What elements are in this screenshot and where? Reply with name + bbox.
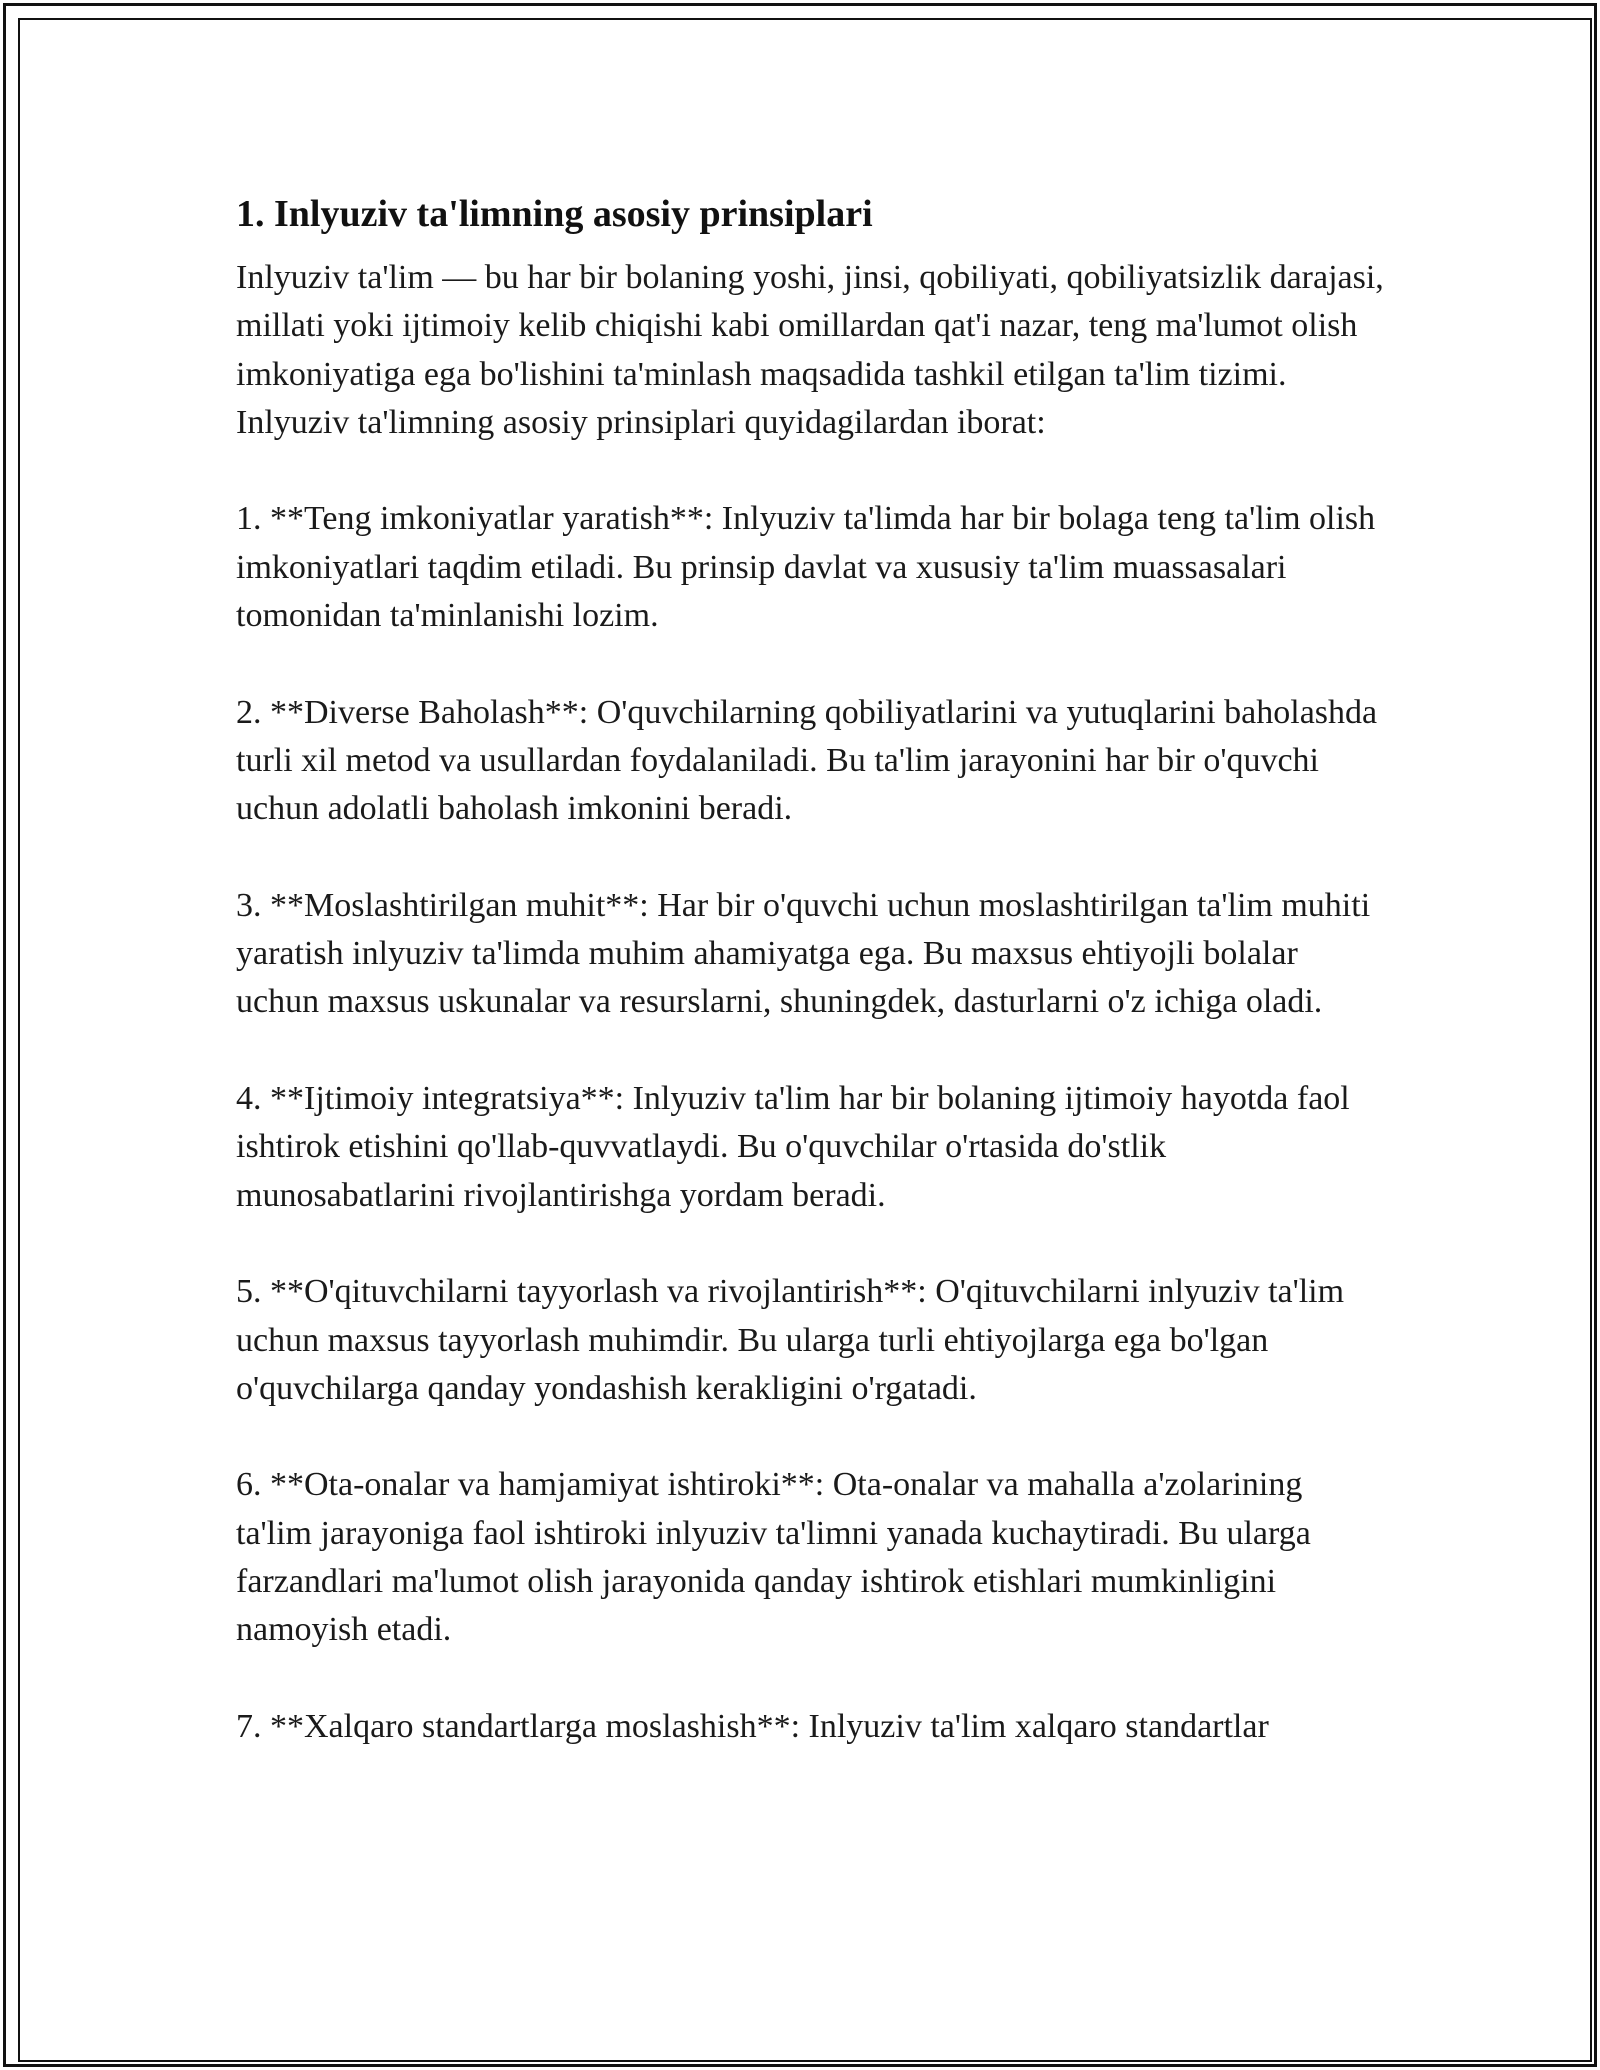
principle-item-3: 3. **Moslashtirilgan muhit**: Har bir o'quvchi uchun moslashtirilgan ta'lim muhiti yaratish inlyuziv ta'limda muhim ahamiyatga ega. Bu maxsus ehtiyojli bolalar uchun maxsus uskunalar va resurslarni, shuningdek, dasturlarni o'z ichiga oladi. xyxy=(236,886,1371,1021)
document-body xyxy=(236,182,1386,1800)
principle-item-4: 4. **Ijtimoiy integratsiya**: Inlyuziv ta'lim har bir bolaning ijtimoiy hayotda faol ishtirok etishini qo'llab-quvvatlaydi. Bu o'quvchilar o'rtasida do'stlik munosabatlarini rivojlantirishga yordam beradi. xyxy=(236,1080,1350,1214)
principle-item-5: 5. **O'qituvchilarni tayyorlash va rivojlantirish**: O'qituvchilarni inlyuziv ta'lim uchun maxsus tayyorlash muhimdir. Bu ularga turli ehtiyojlarga ega bo'lgan o'quvchilarga qanday yondashish kerakligini o'rgatadi. xyxy=(236,1273,1345,1407)
principle-item-2: 2. **Diverse Baholash**: O'quvchilarning qobiliyatlarini va yutuqlarini baholashda turli xil metod va usullardan foydalaniladi. Bu ta'lim jarayonini har bir o'quvchi uchun adolatli baholash imkonini beradi. xyxy=(236,693,1378,828)
principle-item-1: 1. **Teng imkoniyatlar yaratish**: Inlyuziv ta'limda har bir bolaga teng ta'lim olish imkoniyatlari taqdim etiladi. Bu prinsip davlat va xususiy ta'lim muassasalari tomonidan ta'minlanishi lozim. xyxy=(236,500,1376,635)
intro-paragraph: Inlyuziv ta'lim — bu har bir bolaning yoshi, jinsi, qobiliyati, qobiliyatsizlik darajasi, millati yoki ijtimoiy kelib chiqishi kabi omillardan qat'i nazar, teng ma'lumot olish imkoniyatiga ega bo'lishini ta'minlash maqsadida tashkil etilgan ta'lim tizimi. Inlyuziv ta'limning asosiy prinsiplari quyidagilardan iborat: xyxy=(236,259,1384,441)
principle-item-6: 6. **Ota-onalar va hamjamiyat ishtiroki**: Ota-onalar va mahalla a'zolarining ta'lim jarayoniga faol ishtiroki inlyuziv ta'limni yanada kuchaytiradi. Bu ularga farzandlari ma'lumot olish jarayonida qanday ishtirok etishlari mumkinligini namoyish etadi. xyxy=(236,1466,1311,1649)
section-heading: 1. Inlyuziv ta'limning asosiy prinsiplari xyxy=(236,193,873,235)
principle-item-7: 7. **Xalqaro standartlarga moslashish**: Inlyuziv ta'lim xalqaro standartlar xyxy=(236,1707,1269,1745)
